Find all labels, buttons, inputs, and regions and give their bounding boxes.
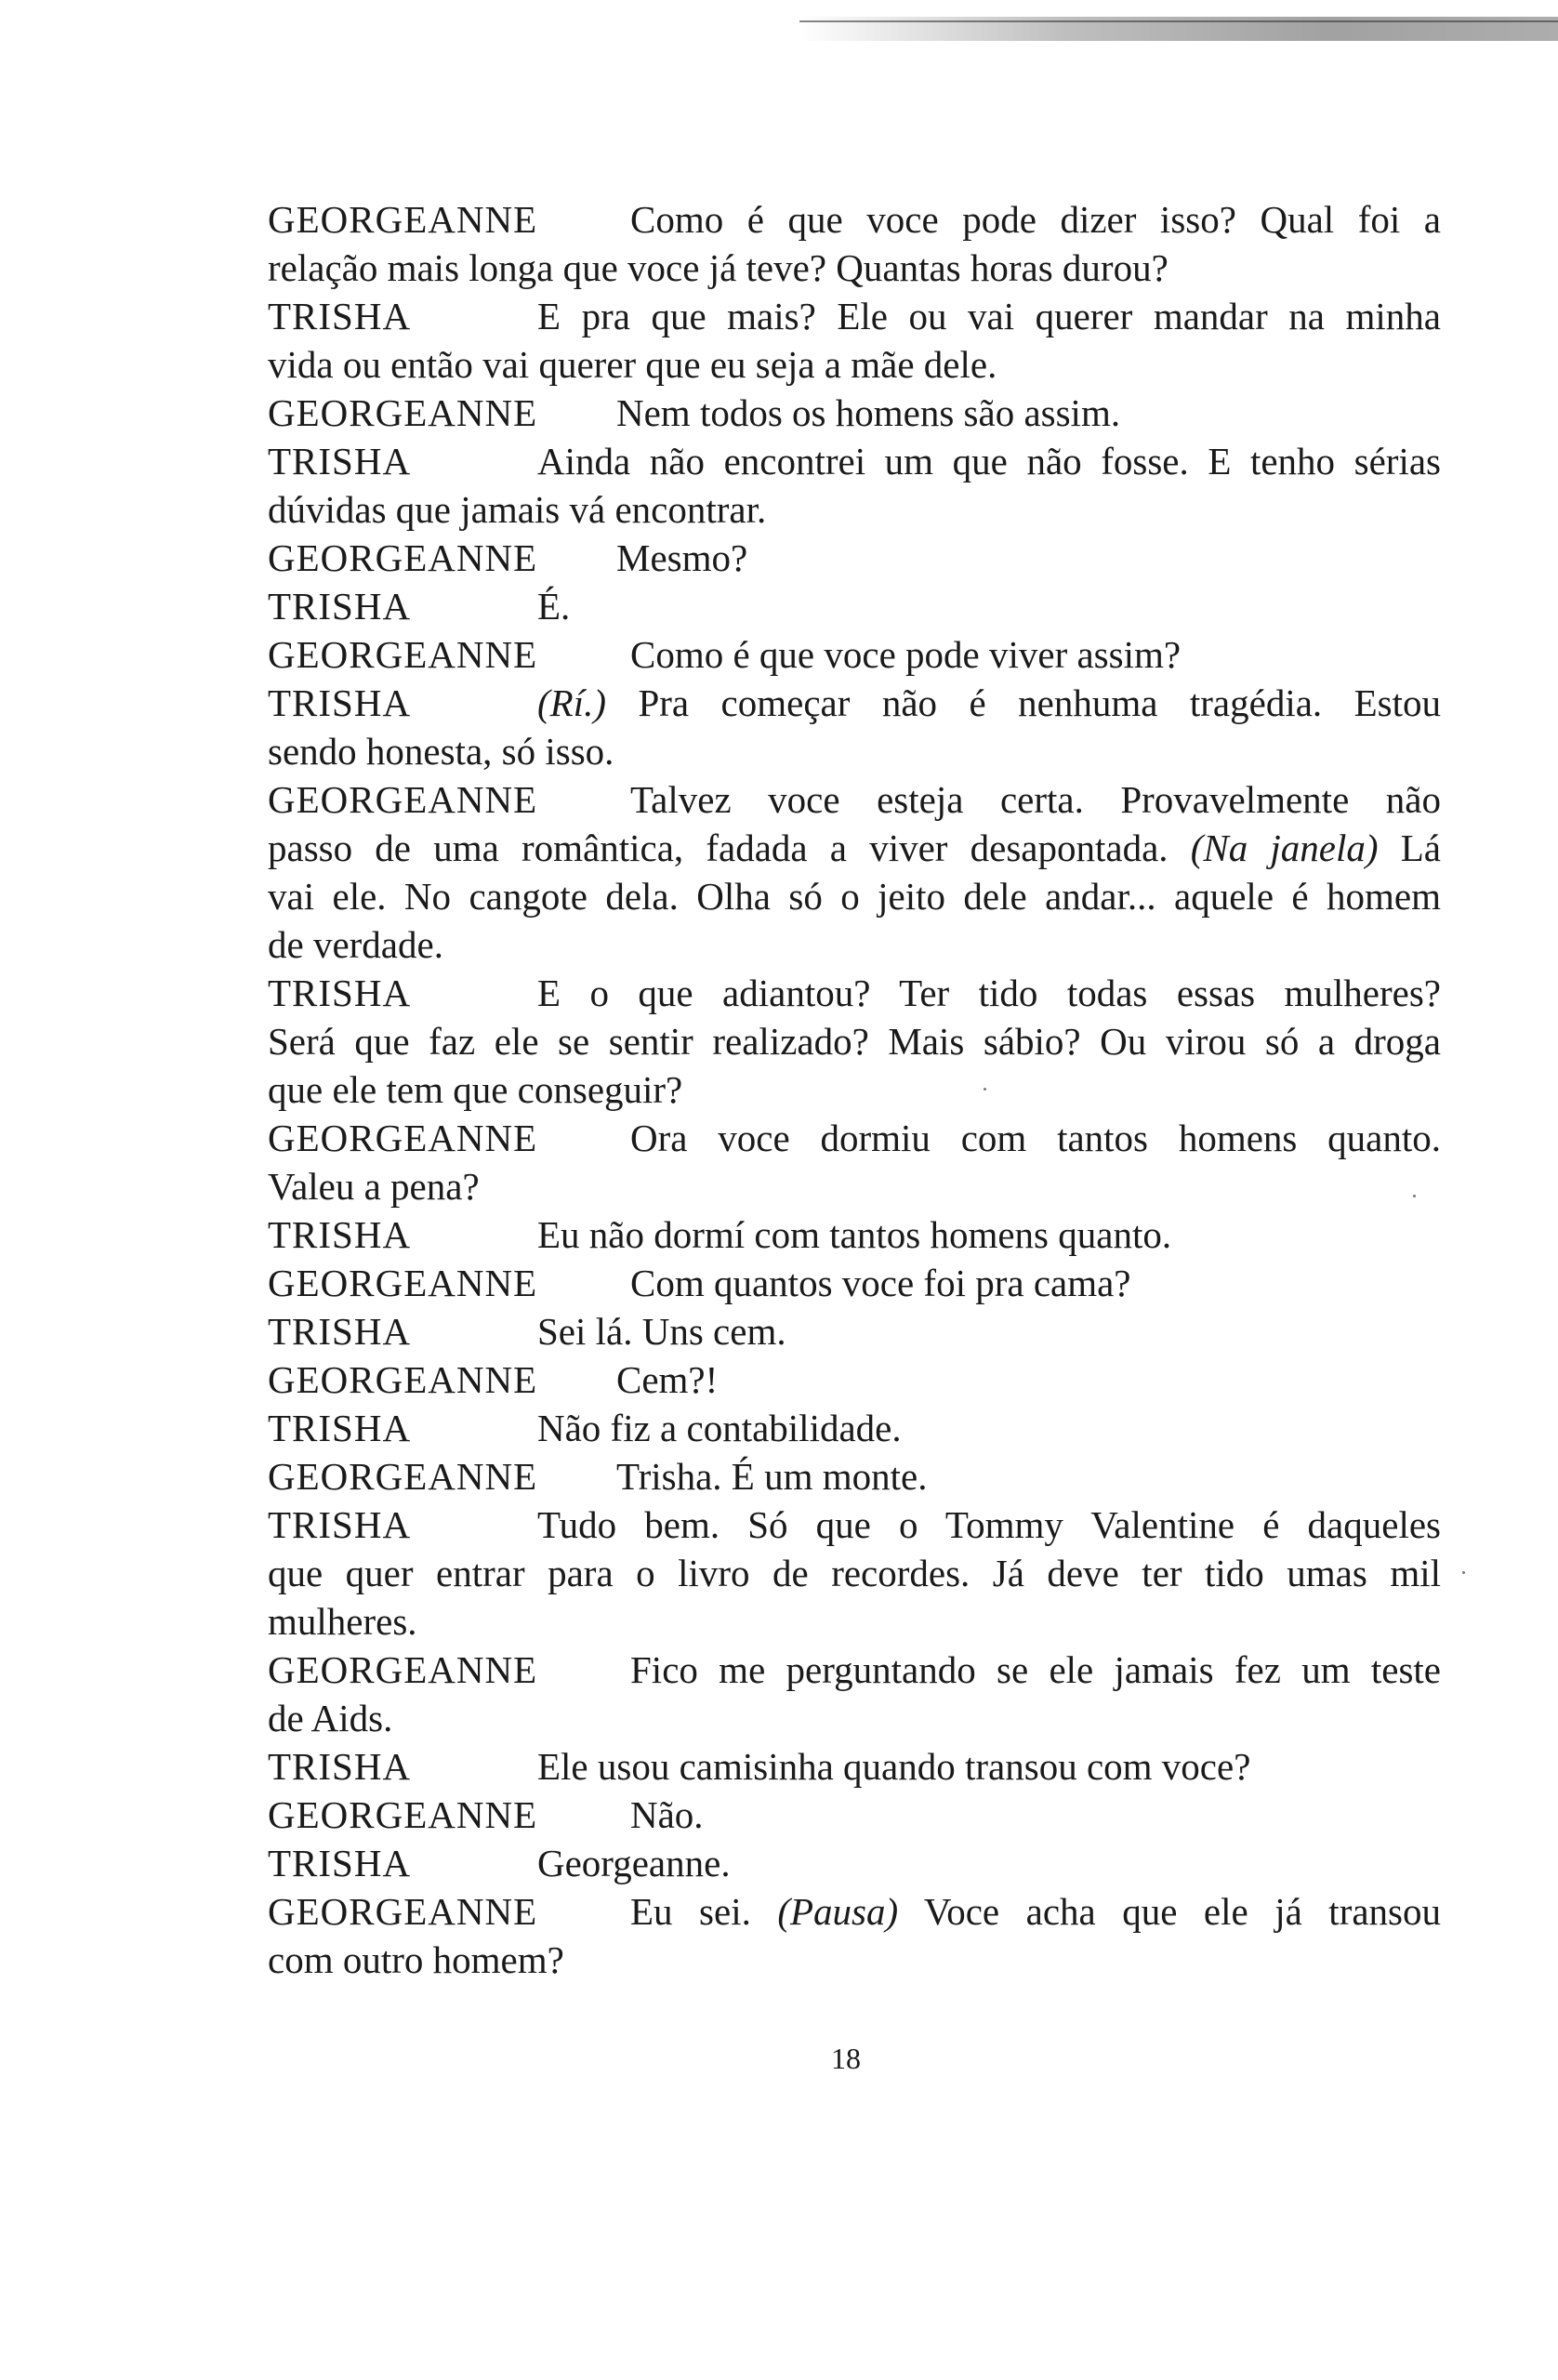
- speaker-name: GEORGEANNE: [268, 1262, 538, 1304]
- dialogue-line: [268, 1355, 1441, 1404]
- speaker-name: TRISHA: [268, 1213, 412, 1256]
- dialogue-line: [268, 969, 1441, 1017]
- speaker-name: GEORGEANNE: [268, 1648, 538, 1691]
- script-page: [268, 195, 1441, 1984]
- speech-continuation: Valeu a pena?: [268, 1165, 480, 1208]
- dialogue-line: [268, 292, 1441, 340]
- dialogue-line: [268, 582, 1441, 630]
- speaker-name: TRISHA: [268, 1407, 412, 1449]
- speech-text: E o que adiantou? Ter tido todas essas mulheres?: [537, 972, 1441, 1014]
- dialogue-line: [268, 1162, 1441, 1210]
- speech-text: Nem todos os homens são assim.: [616, 391, 1121, 434]
- scan-edge-line: [799, 20, 1558, 22]
- dialogue-line: [268, 679, 1441, 727]
- dialogue-line: [268, 389, 1441, 437]
- dialogue-line: [268, 1017, 1441, 1065]
- dialogue-line: [268, 1549, 1441, 1597]
- speech-continuation: mulheres.: [268, 1600, 417, 1643]
- speech-continuation: de verdade.: [268, 923, 443, 966]
- speech-continuation: passo de uma romântica, fadada a viver desapontada. (Na janela) Lá: [268, 826, 1442, 869]
- speech-continuation: vida ou então vai querer que eu seja a mãe dele.: [268, 343, 997, 386]
- dialogue-line: [268, 1259, 1441, 1307]
- speech-continuation: sendo honesta, só isso.: [268, 730, 614, 773]
- dialogue-line: [268, 1501, 1441, 1549]
- speaker-name: TRISHA: [268, 295, 412, 337]
- speech-continuation: que ele tem que conseguir?: [268, 1068, 683, 1111]
- speech-text: Cem?!: [616, 1358, 719, 1401]
- speech-text: Não.: [630, 1793, 704, 1836]
- dialogue-line: [268, 775, 1441, 824]
- page-number: 18: [831, 2042, 861, 2075]
- speaker-name: GEORGEANNE: [268, 778, 538, 821]
- speech-text: Georgeanne.: [537, 1842, 731, 1884]
- speaker-name: GEORGEANNE: [268, 1793, 538, 1836]
- dialogue-line: [268, 1210, 1441, 1259]
- speech-continuation: vai ele. No cangote dela. Olha só o jeito dele andar... aquele é homem: [268, 875, 1441, 918]
- dialogue-line: [268, 1887, 1441, 1936]
- dialogue-line: [268, 1065, 1441, 1114]
- speech-text: (Rí.) Pra começar não é nenhuma tragédia. Estou: [537, 681, 1441, 724]
- dialogue-line: [268, 437, 1441, 485]
- dialogue-line: [268, 244, 1441, 292]
- dialogue-line: [268, 1694, 1441, 1742]
- speech-continuation: Será que faz ele se sentir realizado? Mais sábio? Ou virou só a droga: [268, 1020, 1441, 1063]
- dialogue-line: [268, 1307, 1441, 1355]
- dialogue-line: [268, 1597, 1441, 1646]
- dialogue-line: [268, 340, 1441, 389]
- speech-text: Ainda não encontrei um que não fosse. E tenho sérias: [537, 440, 1441, 483]
- speech-text: Mesmo?: [616, 536, 748, 579]
- dialogue-line: [268, 1791, 1441, 1839]
- speech-text: Fico me perguntando se ele jamais fez um teste: [630, 1648, 1441, 1691]
- stage-direction: (Na janela): [1190, 826, 1379, 869]
- speaker-name: GEORGEANNE: [268, 536, 538, 579]
- speaker-name: TRISHA: [268, 585, 412, 628]
- speaker-name: GEORGEANNE: [268, 198, 538, 241]
- dialogue-line: [268, 872, 1441, 920]
- dialogue-line: [268, 920, 1441, 969]
- speaker-name: GEORGEANNE: [268, 1455, 538, 1498]
- dialogue-line: [268, 824, 1441, 872]
- dialogue-line: [268, 1936, 1441, 1984]
- speech-text: É.: [537, 585, 571, 628]
- speech-text: Ele usou camisinha quando transou com voce?: [537, 1745, 1251, 1788]
- speech-continuation: dúvidas que jamais vá encontrar.: [268, 488, 767, 531]
- speaker-name: GEORGEANNE: [268, 633, 538, 676]
- dialogue-line: [268, 1646, 1441, 1694]
- dialogue-line: [268, 485, 1441, 534]
- speaker-name: TRISHA: [268, 1745, 412, 1788]
- speech-continuation: de Aids.: [268, 1697, 393, 1739]
- speech-continuation: que quer entrar para o livro de recordes. Já deve ter tido umas mil: [268, 1552, 1441, 1594]
- dialogue-line: [268, 630, 1441, 679]
- dialogue-line: [268, 1114, 1441, 1162]
- dialogue-line: [268, 727, 1441, 775]
- speech-text: Como é que voce pode dizer isso? Qual foi a: [630, 198, 1441, 241]
- dialogue-line: [268, 195, 1441, 244]
- speech-text: Com quantos voce foi pra cama?: [630, 1262, 1131, 1304]
- scan-speck: [984, 1088, 986, 1091]
- speech-continuation: relação mais longa que voce já teve? Quantas horas durou?: [268, 246, 1168, 289]
- stage-direction: (Rí.): [537, 681, 606, 724]
- speech-text: E pra que mais? Ele ou vai querer mandar na minha: [537, 295, 1441, 337]
- speaker-name: TRISHA: [268, 681, 412, 724]
- speech-text: Como é que voce pode viver assim?: [630, 633, 1182, 676]
- dialogue-line: [268, 1839, 1441, 1887]
- speaker-name: TRISHA: [268, 1503, 412, 1546]
- speech-continuation: com outro homem?: [268, 1938, 564, 1981]
- speech-text: Tudo bem. Só que o Tommy Valentine é daqueles: [537, 1503, 1441, 1546]
- speech-text: Sei lá. Uns cem.: [537, 1310, 786, 1353]
- dialogue-line: [268, 1452, 1441, 1501]
- speaker-name: TRISHA: [268, 1842, 412, 1884]
- stage-direction: (Pausa): [777, 1890, 899, 1933]
- speech-text: Eu sei. (Pausa) Voce acha que ele já transou: [630, 1890, 1441, 1933]
- scan-speck: [1413, 1195, 1416, 1197]
- speaker-name: GEORGEANNE: [268, 1117, 538, 1159]
- dialogue-line: [268, 1404, 1441, 1452]
- speaker-name: GEORGEANNE: [268, 1890, 538, 1933]
- speaker-name: GEORGEANNE: [268, 1358, 538, 1401]
- speech-text: Talvez voce esteja certa. Provavelmente não: [630, 778, 1441, 821]
- speech-text: Trisha. É um monte.: [616, 1455, 928, 1498]
- dialogue-line: [268, 1742, 1441, 1791]
- scan-speck: [1462, 1571, 1465, 1574]
- speaker-name: TRISHA: [268, 972, 412, 1014]
- speaker-name: GEORGEANNE: [268, 391, 538, 434]
- speech-text: Eu não dormí com tantos homens quanto.: [537, 1213, 1172, 1256]
- speaker-name: TRISHA: [268, 1310, 412, 1353]
- speaker-name: TRISHA: [268, 440, 412, 483]
- speech-text: Ora voce dormiu com tantos homens quanto.: [630, 1117, 1441, 1159]
- speech-text: Não fiz a contabilidade.: [537, 1407, 902, 1449]
- dialogue-line: [268, 534, 1441, 582]
